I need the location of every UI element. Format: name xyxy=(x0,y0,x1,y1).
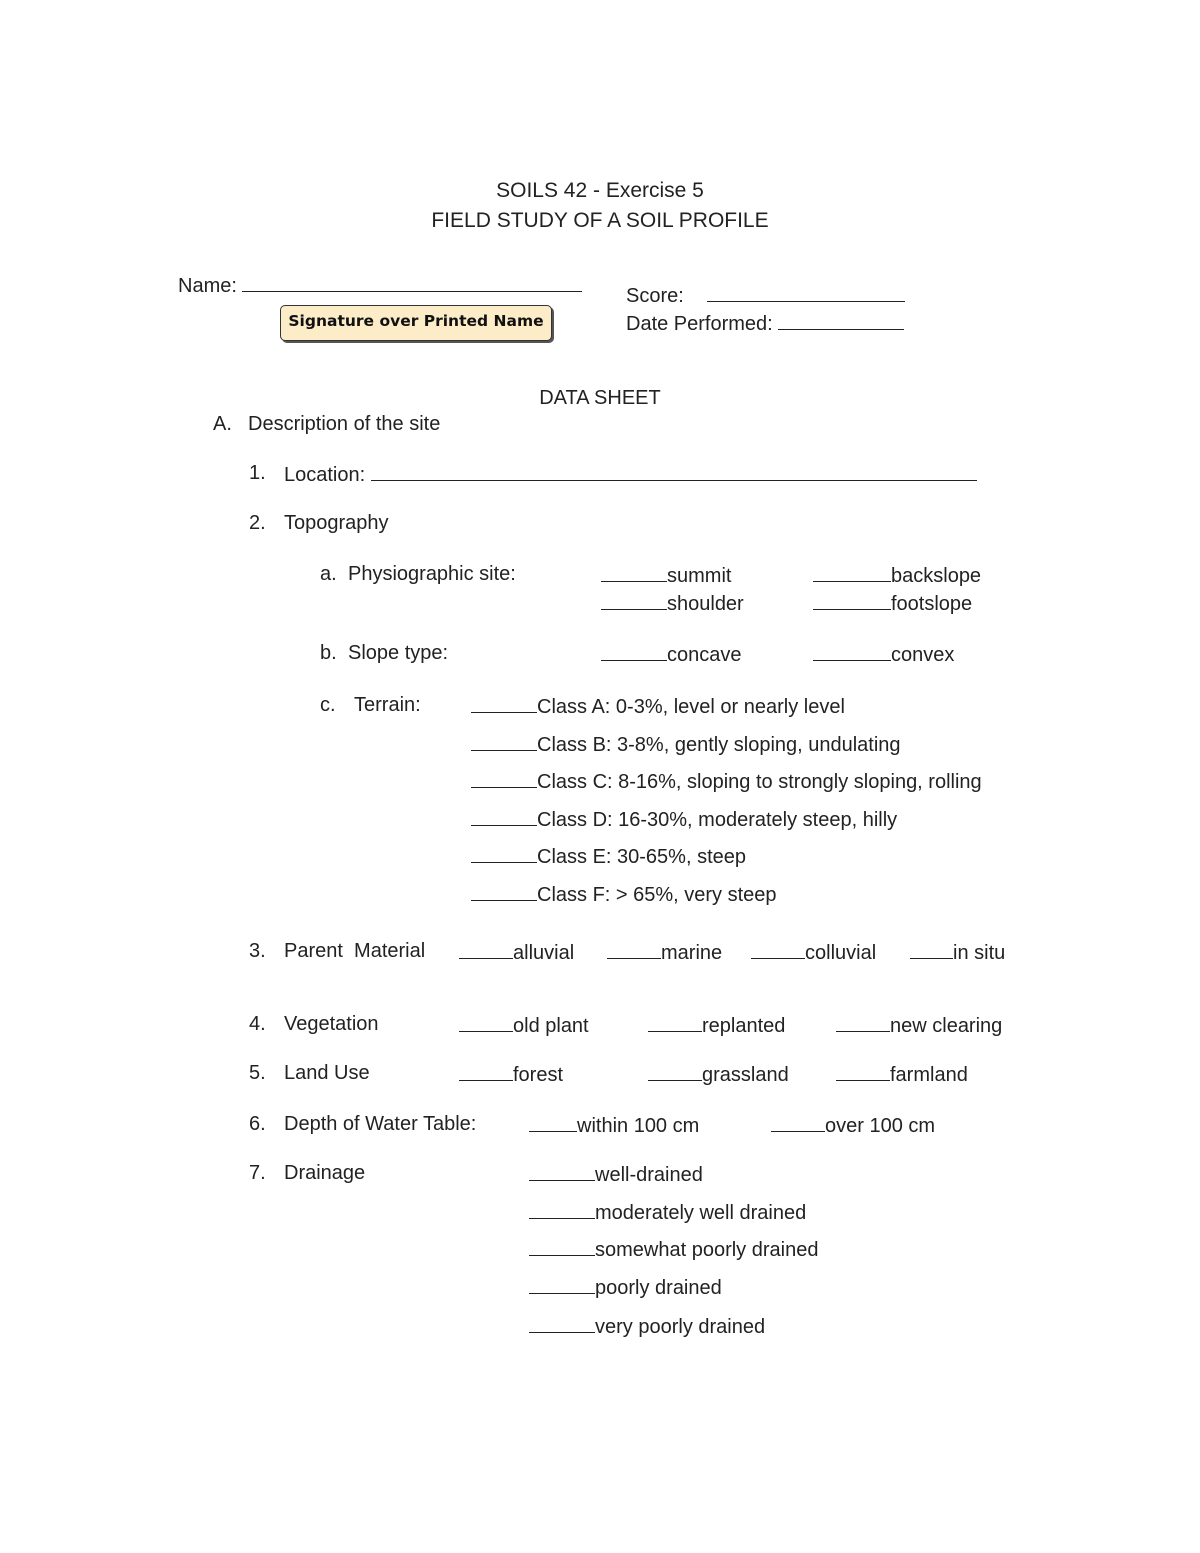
grassland-blank[interactable] xyxy=(648,1061,702,1081)
drainage-option-well xyxy=(529,1161,703,1187)
terrain-option-c xyxy=(471,768,982,794)
colluvial-label: colluvial xyxy=(805,942,877,964)
item-5-number: 5. xyxy=(249,1062,266,1084)
old-plant-label: old plant xyxy=(513,1015,589,1037)
terrain-option-b xyxy=(471,731,901,757)
name-blank[interactable] xyxy=(242,272,582,292)
exercise-title: FIELD STUDY OF A SOIL PROFILE xyxy=(431,209,769,232)
drainage-somewhat-blank[interactable] xyxy=(529,1236,595,1256)
option-farmland xyxy=(836,1061,968,1087)
in-situ-blank[interactable] xyxy=(910,939,953,959)
section-a-title: Description of the site xyxy=(248,413,441,435)
option-colluvial xyxy=(751,939,876,965)
drainage-well-blank[interactable] xyxy=(529,1161,595,1181)
shoulder-blank[interactable] xyxy=(601,590,667,610)
convex-blank[interactable] xyxy=(813,641,891,661)
within-100-blank[interactable] xyxy=(529,1112,577,1132)
option-concave xyxy=(601,641,742,667)
old-plant-blank[interactable] xyxy=(459,1012,513,1032)
date-field xyxy=(626,310,904,336)
land-use-label: Land Use xyxy=(284,1062,370,1084)
terrain-f-blank[interactable] xyxy=(471,881,537,901)
grassland-label: grassland xyxy=(702,1064,789,1086)
alluvial-label: alluvial xyxy=(513,942,575,964)
item-7-number: 7. xyxy=(249,1162,266,1184)
concave-label: concave xyxy=(667,644,742,666)
replanted-blank[interactable] xyxy=(648,1012,702,1032)
farmland-blank[interactable] xyxy=(836,1061,890,1081)
option-summit xyxy=(601,562,731,588)
new-clearing-blank[interactable] xyxy=(836,1012,890,1032)
name-label: Name: xyxy=(178,275,237,297)
option-over-100 xyxy=(771,1112,935,1138)
drainage-poorly-label: poorly drained xyxy=(595,1277,722,1299)
drainage-label: Drainage xyxy=(284,1162,366,1184)
terrain-d-label: Class D: 16-30%, moderately steep, hilly xyxy=(537,809,898,831)
vegetation-label: Vegetation xyxy=(284,1013,379,1035)
terrain-c-blank[interactable] xyxy=(471,768,537,788)
terrain-option-f xyxy=(471,881,777,907)
option-grassland xyxy=(648,1061,789,1087)
option-marine xyxy=(607,939,722,965)
over-100-label: over 100 cm xyxy=(825,1115,936,1137)
terrain-b-label: Class B: 3-8%, gently sloping, undulating xyxy=(537,734,901,756)
footslope-label: footslope xyxy=(891,593,973,615)
terrain-option-e xyxy=(471,843,746,869)
course-title: SOILS 42 - Exercise 5 xyxy=(496,179,704,202)
drainage-well-label: well-drained xyxy=(595,1164,703,1186)
within-100-label: within 100 cm xyxy=(577,1115,700,1137)
option-in-situ xyxy=(910,939,1005,965)
convex-label: convex xyxy=(891,644,955,666)
parent-material-label: Parent Material xyxy=(284,940,426,962)
drainage-somewhat-label: somewhat poorly drained xyxy=(595,1239,819,1261)
drainage-very-poorly-blank[interactable] xyxy=(529,1313,595,1333)
terrain-c-label: Class C: 8-16%, sloping to strongly sloping, rolling xyxy=(537,771,982,793)
backslope-label: backslope xyxy=(891,565,982,587)
option-replanted xyxy=(648,1012,785,1038)
section-a-marker: A. xyxy=(213,413,232,435)
date-label: Date Performed: xyxy=(626,313,773,335)
concave-blank[interactable] xyxy=(601,641,667,661)
physiographic-marker: a. xyxy=(320,563,337,585)
footslope-blank[interactable] xyxy=(813,590,891,610)
signature-note-box: Signature over Printed Name xyxy=(280,305,552,341)
item-4-number: 4. xyxy=(249,1013,266,1035)
summit-label: summit xyxy=(667,565,732,587)
drainage-option-moderately xyxy=(529,1199,806,1225)
farmland-label: farmland xyxy=(890,1064,968,1086)
terrain-marker: c. xyxy=(320,694,336,716)
drainage-option-somewhat xyxy=(529,1236,818,1262)
data-sheet-heading: DATA SHEET xyxy=(539,387,661,409)
terrain-a-blank[interactable] xyxy=(471,693,537,713)
drainage-poorly-blank[interactable] xyxy=(529,1274,595,1294)
option-new-clearing xyxy=(836,1012,1002,1038)
location-blank[interactable] xyxy=(371,461,977,481)
over-100-blank[interactable] xyxy=(771,1112,825,1132)
drainage-moderately-label: moderately well drained xyxy=(595,1202,807,1224)
option-footslope xyxy=(813,590,972,616)
name-field xyxy=(178,272,582,298)
slope-label: Slope type: xyxy=(348,642,449,664)
option-convex xyxy=(813,641,954,667)
location-label: Location: xyxy=(284,464,366,486)
drainage-moderately-blank[interactable] xyxy=(529,1199,595,1219)
option-within-100 xyxy=(529,1112,699,1138)
terrain-option-a xyxy=(471,693,845,719)
item-1-number: 1. xyxy=(249,462,266,484)
terrain-d-blank[interactable] xyxy=(471,806,537,826)
option-alluvial xyxy=(459,939,574,965)
terrain-label: Terrain: xyxy=(354,694,421,716)
date-blank[interactable] xyxy=(778,310,904,330)
topography-label: Topography xyxy=(284,512,389,534)
terrain-f-label: Class F: > 65%, very steep xyxy=(537,884,777,906)
slope-marker: b. xyxy=(320,642,337,664)
terrain-option-d xyxy=(471,806,897,832)
shoulder-label: shoulder xyxy=(667,593,744,615)
backslope-blank[interactable] xyxy=(813,562,891,582)
score-label: Score: xyxy=(626,285,684,307)
drainage-very-poorly-label: very poorly drained xyxy=(595,1316,766,1338)
location-field xyxy=(284,461,977,487)
water-table-label: Depth of Water Table: xyxy=(284,1113,477,1135)
item-6-number: 6. xyxy=(249,1113,266,1135)
terrain-e-blank[interactable] xyxy=(471,843,537,863)
option-old-plant xyxy=(459,1012,589,1038)
option-backslope xyxy=(813,562,981,588)
option-forest xyxy=(459,1061,563,1087)
item-3-number: 3. xyxy=(249,940,266,962)
terrain-e-label: Class E: 30-65%, steep xyxy=(537,846,746,868)
terrain-a-label: Class A: 0-3%, level or nearly level xyxy=(537,696,845,718)
colluvial-blank[interactable] xyxy=(751,939,805,959)
alluvial-blank[interactable] xyxy=(459,939,513,959)
replanted-label: replanted xyxy=(702,1015,786,1037)
marine-label: marine xyxy=(661,942,723,964)
terrain-b-blank[interactable] xyxy=(471,731,537,751)
forest-blank[interactable] xyxy=(459,1061,513,1081)
summit-blank[interactable] xyxy=(601,562,667,582)
physiographic-label: Physiographic site: xyxy=(348,563,516,585)
marine-blank[interactable] xyxy=(607,939,661,959)
new-clearing-label: new clearing xyxy=(890,1015,1003,1037)
drainage-option-poorly xyxy=(529,1274,722,1300)
forest-label: forest xyxy=(513,1064,564,1086)
item-2-number: 2. xyxy=(249,512,266,534)
in-situ-label: in situ xyxy=(953,942,1006,964)
drainage-option-very-poorly xyxy=(529,1313,765,1339)
score-blank[interactable] xyxy=(707,282,905,302)
option-shoulder xyxy=(601,590,744,616)
score-field xyxy=(626,282,905,308)
